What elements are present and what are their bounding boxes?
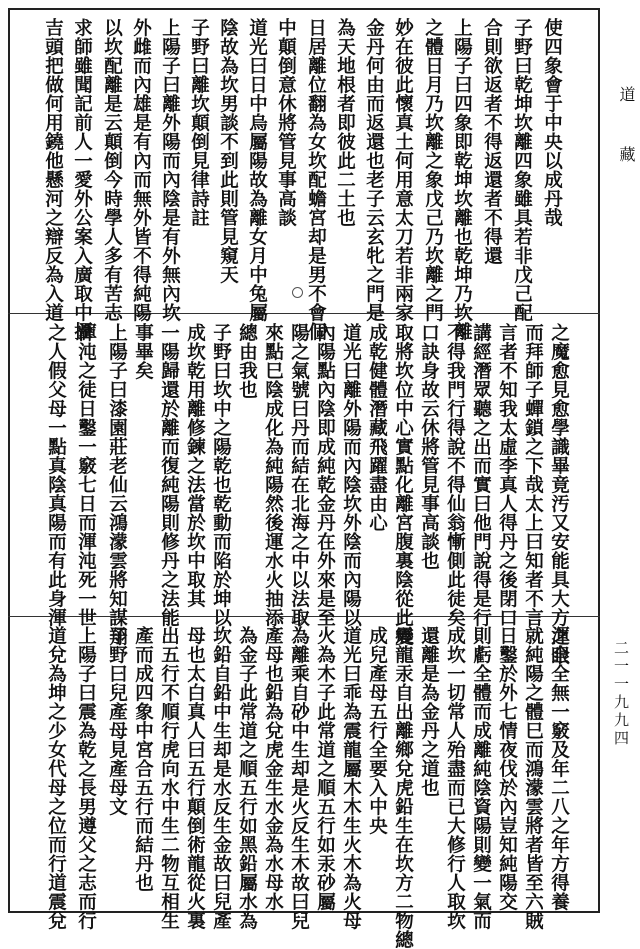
text-column: 總由我也: [236, 323, 258, 399]
text-column: 成兒產母五行全要入中央: [366, 626, 388, 835]
text-column: 而拜師子蟬鎖之下哉太上曰知者不言: [522, 323, 544, 627]
text-column: 火為木子此常道之順五行如汞砂屬: [314, 626, 336, 911]
text-column: 內陽點內陰即成純乾金丹在外來是至: [314, 323, 336, 627]
text-column: 吉頭把做何用鐃他懸河之辯反為入道: [42, 18, 64, 322]
text-column: 合則欲返者不得返還者不得還: [481, 18, 503, 265]
text-column: 道光曰日中烏屬陽故為離女月中兔屬: [246, 18, 268, 322]
text-column: 言者不知我太虛李真人得丹之後閉口: [496, 323, 518, 627]
text-column: 則虧全體而成離純陰資陽則變一氣而: [470, 626, 492, 930]
text-column: 成乾健體潛藏飛躍盡由心: [366, 323, 388, 532]
page-number: 二一一九九四: [612, 640, 630, 748]
text-column: 陽之氣號曰丹而結在北海之中以法取: [288, 323, 310, 627]
text-column: 取將坎位中心實點化離宮腹裏陰從此變: [392, 323, 414, 646]
text-column: 妙在彼此懷真土何用意太刀若非兩家: [392, 18, 414, 322]
text-column: 為離乘自砂中生却是火反生木故曰兒: [288, 626, 310, 930]
text-column: 金丹何由而返還也老子云玄牝之門是: [363, 18, 385, 322]
text-column: 講經潛眾聽之出而實曰他門說得是行: [470, 323, 492, 627]
text-column: 日居離位翻為女坎配蟾宮却是男不會個: [305, 18, 327, 341]
text-column: 還離是為金丹之道也: [418, 626, 440, 797]
text-column: 日鑿於外七情夜伐於內豈知純陽交: [496, 626, 518, 911]
text-column: 之體日月乃坎離之象戊己乃坎離之門: [422, 18, 444, 322]
text-column: 陰故為坎男談不到此則管見窺天: [217, 18, 239, 284]
side-title: [610, 86, 638, 226]
text-column: 成坎一切常人殆盡而已大修行人取坎: [444, 626, 466, 930]
text-panel-middle: [8, 313, 600, 665]
text-column: 上陽子曰離外陽而內陰是有外無內坎: [159, 18, 181, 322]
text-column: 子野曰離坎顛倒見律詩註: [188, 18, 210, 227]
text-column: 母也太白真人曰五行顛倒術龍從火裏: [184, 626, 206, 930]
text-column: 中顛倒意休將管見事高談: [275, 18, 297, 227]
text-column: 求師雖聞記前人一愛外公案入廣取中攝: [71, 18, 93, 341]
text-column: 子野曰坎中之陽乾也乾動而陷於坤以: [210, 323, 232, 627]
text-column: 渾全全無一竅及年二八之年方得養: [548, 626, 570, 911]
text-column: 渾沌之徒日鑿一竅七日而渾沌死一世: [75, 323, 97, 627]
text-column: 就純陽之體巳而鴻濛雲將者皆至六賊: [522, 626, 544, 930]
text-panel-bottom: [8, 616, 600, 949]
text-column: 一陽歸還於離而復純陽則修丹之法能: [158, 323, 180, 627]
text-column: 為天地根者即彼此二土也: [334, 18, 356, 227]
text-column: 上陽子曰漆園莊老仙云鴻濛雲將知謀翔: [106, 323, 128, 646]
text-column: 以坎配離是云顛倒今時學人多有苦志: [101, 18, 123, 322]
text-column: 成坎乾用離修鍊之法當於坎中取其: [184, 323, 206, 608]
text-column: 道兌為坤之少女代母之位而行道震兌: [45, 626, 67, 930]
text-column: 產母也鉛為兌虎金生水金為水母水: [262, 626, 284, 911]
text-column: 之人假父母一點真陰真陽而有此身渾: [45, 323, 67, 627]
text-column: 震龍汞自出離鄉兌虎鉛生在坎方二物總: [392, 626, 414, 949]
text-column: 之魔愈見愈學識畢竟汚又安能具大方之眼: [548, 323, 570, 665]
text-column: 出五行不順行虎向水中生二物互相生: [158, 626, 180, 930]
text-column: 道光曰離外陽而內陰坎外陰而內陽以: [340, 323, 362, 627]
text-column: 道光曰乖為震龍屬木木生火木為火母: [340, 626, 362, 930]
side-title-bottom: 藏: [617, 146, 636, 176]
text-column: 事畢矣: [132, 323, 154, 380]
text-column: 外雌而內雄是有內而無外皆不得純陽: [130, 18, 152, 322]
text-column: 為金子此常道之順五行如黑鉛屬水為: [236, 626, 258, 930]
text-column: 子野曰兒產母見產母文: [106, 626, 128, 816]
text-column: 口訣身故云休將管見事高談也: [418, 323, 440, 570]
text-column: 產而成四象中宮合五行而結丹也: [132, 626, 154, 892]
text-column: 上陽子曰四象即乾坤坎離也乾坤乃坎離: [451, 18, 473, 341]
text-panel-top: [8, 8, 600, 341]
text-column: 不得我門行得說不得仙翁慚側此徒矣: [444, 323, 466, 627]
text-column: 坎鉛自鉛中生却是水反生金故曰兒產: [210, 626, 232, 930]
text-column: 子野曰乾坤坎離四象雖具若非戊己配: [511, 18, 533, 322]
text-column: 使四象會于中央以成丹哉: [541, 18, 563, 227]
side-title-top: 道: [617, 86, 636, 116]
text-column: 上陽子曰震為乾之長男遵父之志而行: [75, 626, 97, 930]
text-column: 來點巳陰成化為純陽然後運水火抽添: [262, 323, 284, 627]
